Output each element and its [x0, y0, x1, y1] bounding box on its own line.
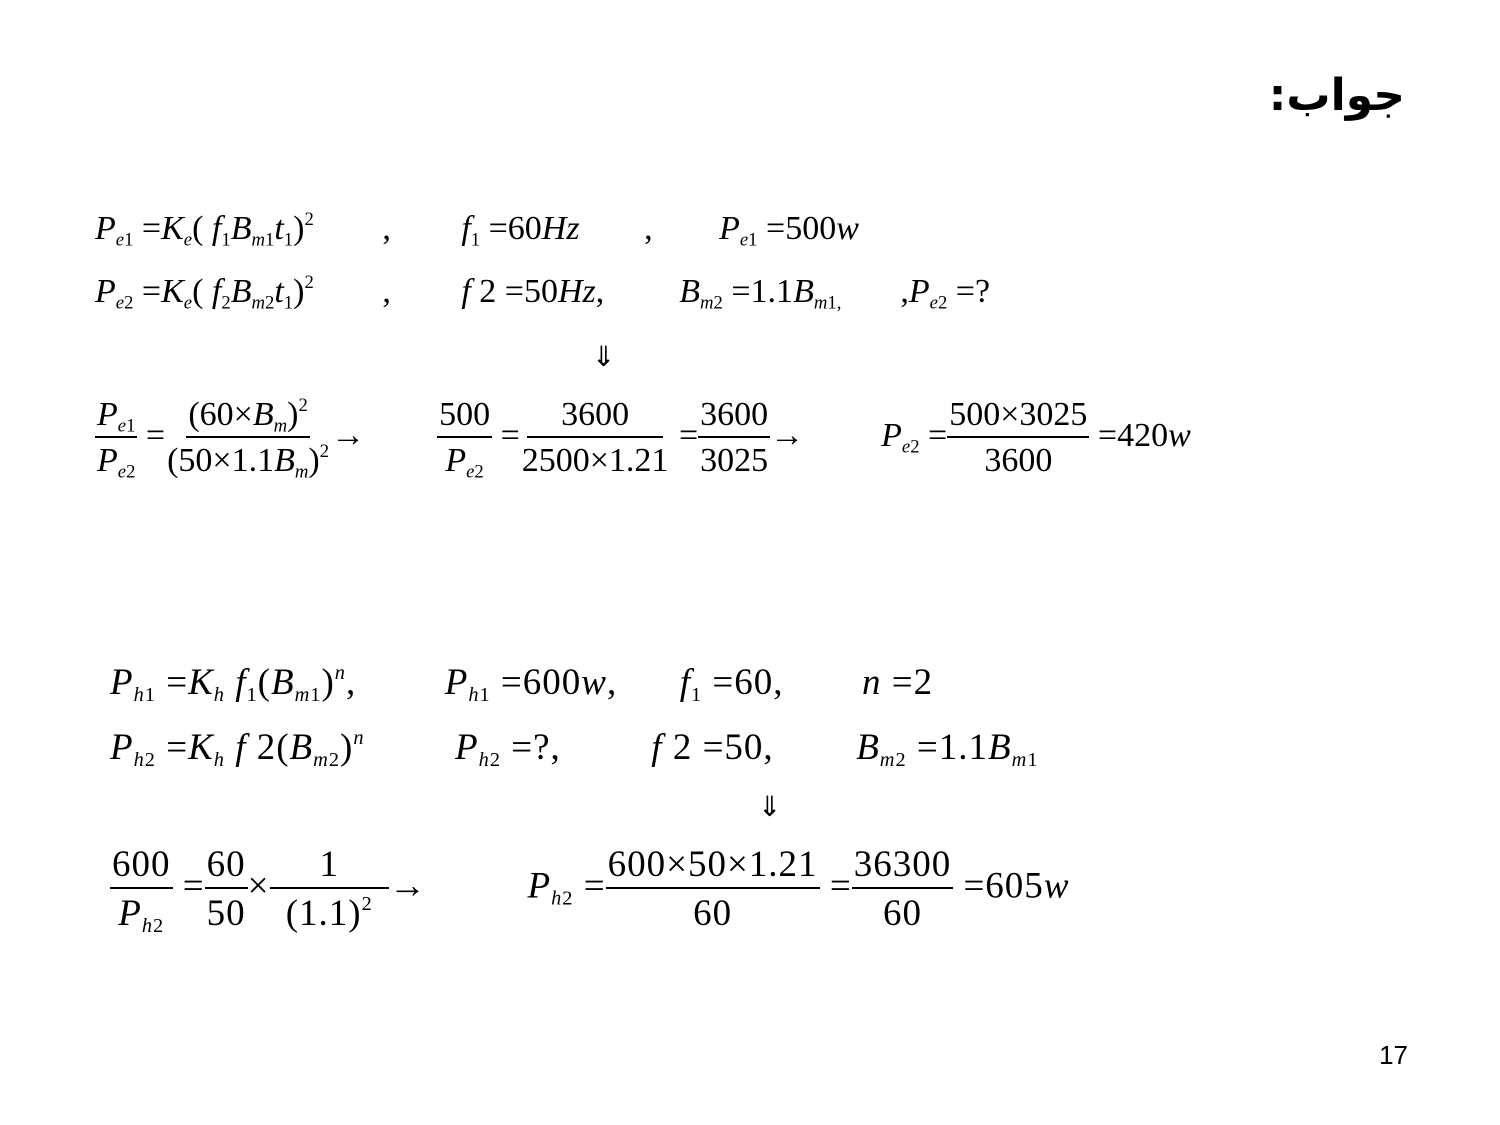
implies-arrow-2: ⇓: [758, 790, 782, 823]
fraction-1-over-1.1-squared: $\frac{1}{(1.1)^2}$: [270, 846, 390, 932]
hysteresis-derivation: $\frac{600}{P_{h2}}$ = $\frac{60}{50}$ × $\frac{1}{(1.1)^2}$ → $P_{h2}$ = $\frac{600\times 50\times 1.21}{60}$ = $\frac{36300}{60}$ =605w: [112, 844, 1070, 938]
fraction-flux-ratio: $\frac{(60\times B_m)^2}{(50\times 1.1B_m)^2}$: [167, 394, 330, 483]
slide-title: جواب:: [1268, 70, 1405, 121]
page-number: 17: [1379, 1040, 1408, 1070]
hysteresis-equation-line-2: $P_{h2} =K_h$ f $2(B_{m2})^n$ $P_{h2}$ =?, f 2 =50, $B_{m2} =1.1B_{m1}$: [110, 726, 1039, 772]
fraction-500-over-pe2: $\frac{500}{P_{e2}}$: [439, 396, 491, 483]
fraction-pe2-result: $\frac{500\times 3025}{3600}$: [949, 396, 1088, 479]
fraction-600-over-ph2: $\frac{600}{P_{h2}}$: [112, 844, 171, 938]
fraction-36300-over-60: $\frac{36300}{60}$: [853, 844, 952, 934]
fraction-3600-over-3025: $\frac{3600}{3025}$: [700, 396, 769, 479]
fraction-pe1-over-pe2: $\frac{P_{e1}}{P_{e2}}$: [97, 396, 136, 483]
fraction-60-over-50: $\frac{60}{50}$: [206, 844, 246, 934]
implies-arrow-1: ⇓: [592, 340, 616, 373]
fraction-3600-over-product: $\frac{3600}{2500\times 1.21}$: [521, 396, 669, 479]
eddy-equation-line-1: $P_{e1} =K_e$( $f_1B_{m1}t_1)^2$ , $f_1 =60Hz$ , $P_{e1} =500w$: [95, 208, 859, 251]
hysteresis-equation-line-1: $P_{h1} =K_h$ $f_1(B_{m1})^n$, $P_{h1} =600w$, $f_1 =60$, n =2: [110, 661, 934, 707]
fraction-ph2-product: $\frac{600\times 50\times 1.21}{60}$: [607, 844, 818, 934]
eddy-equation-line-2: $P_{e2} =K_e$( $f_2B_{m2}t_1)^2$ , f 2 =50Hz, $B_{m2} =1.1B_{m1,}$ $,P_{e2}$ =?: [95, 271, 991, 314]
eddy-derivation: $\frac{P_{e1}}{P_{e2}}$ = $\frac{(60\times B_m)^2}{(50\times 1.1B_m)^2}$ → $\frac{500}{P_{e2}}$ = $\frac{3600}{2500\times 1.21}$ = $\frac{3600}{3025}$ → $P_{e2}$ = $\frac{500\times 3025}{3600}$ =420w: [97, 394, 1191, 483]
